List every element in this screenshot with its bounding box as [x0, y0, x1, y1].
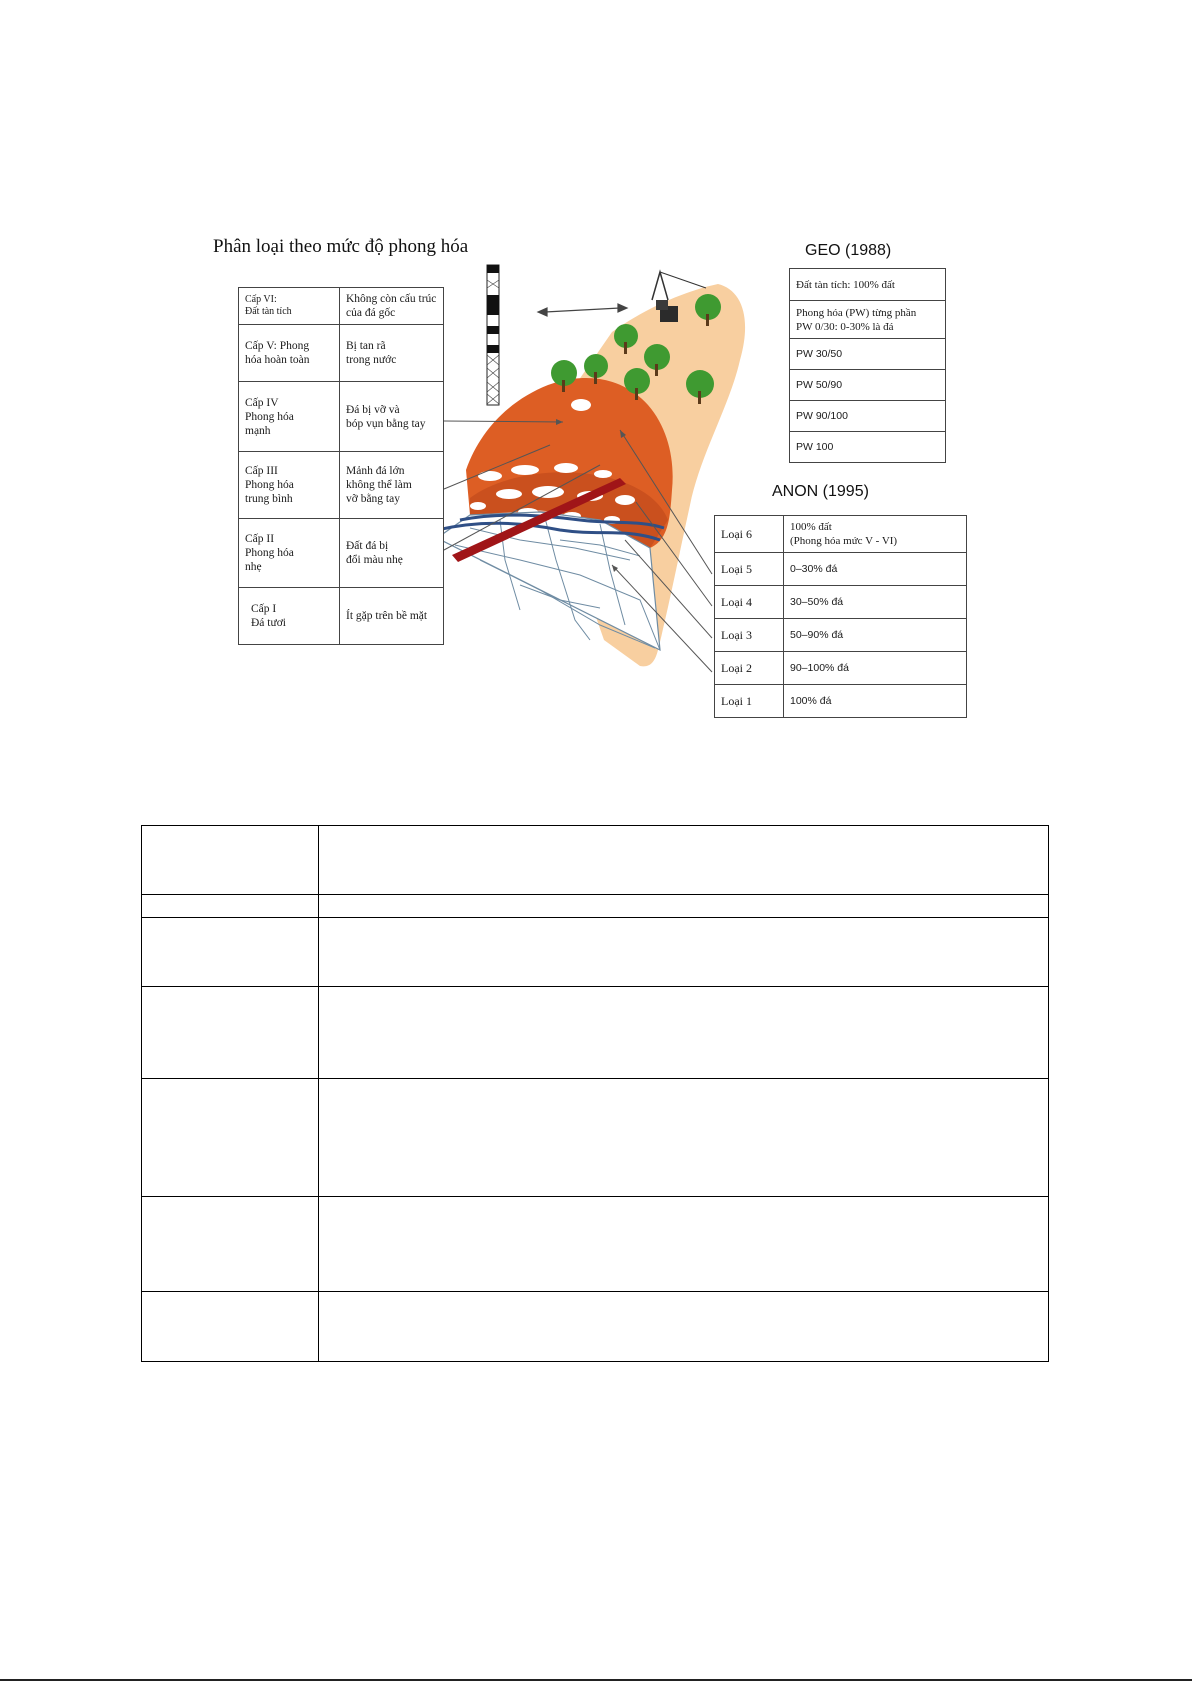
- geo-cell: PW 30/50: [790, 339, 946, 370]
- table-row: [790, 432, 946, 463]
- grade-description: Đá bị vỡ và bóp vụn bằng tay: [340, 382, 444, 452]
- grade-label: Cấp I Đá tươi: [239, 588, 340, 645]
- grade-description: Ít gặp trên bề mặt: [340, 588, 444, 645]
- table-row: [142, 1079, 1049, 1197]
- anon-class: Loại 5: [715, 553, 784, 586]
- table-row: [790, 370, 946, 401]
- table-row: [790, 401, 946, 432]
- anon-value: 0–30% đá: [784, 553, 967, 586]
- grade-description: Bị tan rã trong nước: [340, 325, 444, 382]
- anon-class: Loại 3: [715, 619, 784, 652]
- table-cell: [142, 1292, 319, 1362]
- table-cell: [319, 1292, 1049, 1362]
- borehole-log-icon: [487, 265, 499, 405]
- anon-title: ANON (1995): [772, 483, 869, 500]
- table-row: [239, 288, 444, 325]
- table-cell: [142, 1197, 319, 1292]
- figure-title: Phân loại theo mức độ phong hóa: [213, 236, 469, 257]
- table-row: [142, 1292, 1049, 1362]
- table-cell: [319, 1079, 1049, 1197]
- anon-classification-table: [714, 515, 967, 718]
- geo-cell: PW 100: [790, 432, 946, 463]
- table-cell: [319, 918, 1049, 987]
- table-row: [142, 987, 1049, 1079]
- anon-class: Loại 6: [715, 516, 784, 553]
- table-row: [239, 452, 444, 519]
- anon-value: 90–100% đá: [784, 652, 967, 685]
- grade-description: Không còn cấu trúc của đá gốc: [340, 288, 444, 325]
- table-cell: [319, 895, 1049, 918]
- anon-value: 100% đá: [784, 685, 967, 718]
- table-row: [715, 586, 967, 619]
- anon-class: Loại 2: [715, 652, 784, 685]
- weathering-grade-table: [238, 287, 444, 645]
- table-cell: [319, 1197, 1049, 1292]
- table-row: [239, 325, 444, 382]
- anon-value: 50–90% đá: [784, 619, 967, 652]
- geo-cell: PW 50/90: [790, 370, 946, 401]
- anon-value: 100% đất (Phong hóa mức V - VI): [784, 516, 967, 553]
- table-row: [715, 516, 967, 553]
- table-row: [790, 301, 946, 339]
- empty-table: [141, 825, 1049, 1362]
- table-row: [790, 269, 946, 301]
- grade-description: Mảnh đá lớn không thể làm vỡ bằng tay: [340, 452, 444, 519]
- grade-description: Đất đá bị đổi màu nhẹ: [340, 519, 444, 588]
- weathering-classification-figure: [0, 0, 1192, 760]
- table-cell: [319, 987, 1049, 1079]
- geo-cell: PW 90/100: [790, 401, 946, 432]
- table-cell: [142, 826, 319, 895]
- weathering-illustration: [0, 0, 1192, 760]
- table-cell: [142, 895, 319, 918]
- table-cell: [142, 987, 319, 1079]
- anon-class: Loại 4: [715, 586, 784, 619]
- table-row: [239, 382, 444, 452]
- table-cell: [142, 1079, 319, 1197]
- table-cell: [319, 826, 1049, 895]
- geo-cell: Phong hóa (PW) từng phần PW 0/30: 0-30% là đá: [790, 301, 946, 339]
- double-arrow: [538, 304, 627, 316]
- table-row: [142, 895, 1049, 918]
- table-row: [142, 1197, 1049, 1292]
- table-row: [142, 826, 1049, 895]
- grade-label: Cấp IV Phong hóa mạnh: [239, 382, 340, 452]
- table-row: [239, 519, 444, 588]
- table-row: [715, 652, 967, 685]
- table-row: [142, 918, 1049, 987]
- geo-title: GEO (1988): [805, 242, 892, 259]
- geo-classification-table: [789, 268, 946, 463]
- anon-class: Loại 1: [715, 685, 784, 718]
- table-cell: [142, 918, 319, 987]
- grade-label: Cấp II Phong hóa nhẹ: [239, 519, 340, 588]
- geo-cell: Đất tàn tích: 100% đất: [790, 269, 946, 301]
- table-row: [790, 339, 946, 370]
- table-row: [715, 685, 967, 718]
- grade-label: Cấp V: Phong hóa hoàn toàn: [239, 325, 340, 382]
- anon-value: 30–50% đá: [784, 586, 967, 619]
- page-bottom-rule: [0, 1679, 1192, 1681]
- table-row: [715, 553, 967, 586]
- table-row: [715, 619, 967, 652]
- table-row: [239, 588, 444, 645]
- grade-label: Cấp III Phong hóa trung bình: [239, 452, 340, 519]
- grade-label: Cấp VI: Đất tàn tích: [239, 288, 340, 325]
